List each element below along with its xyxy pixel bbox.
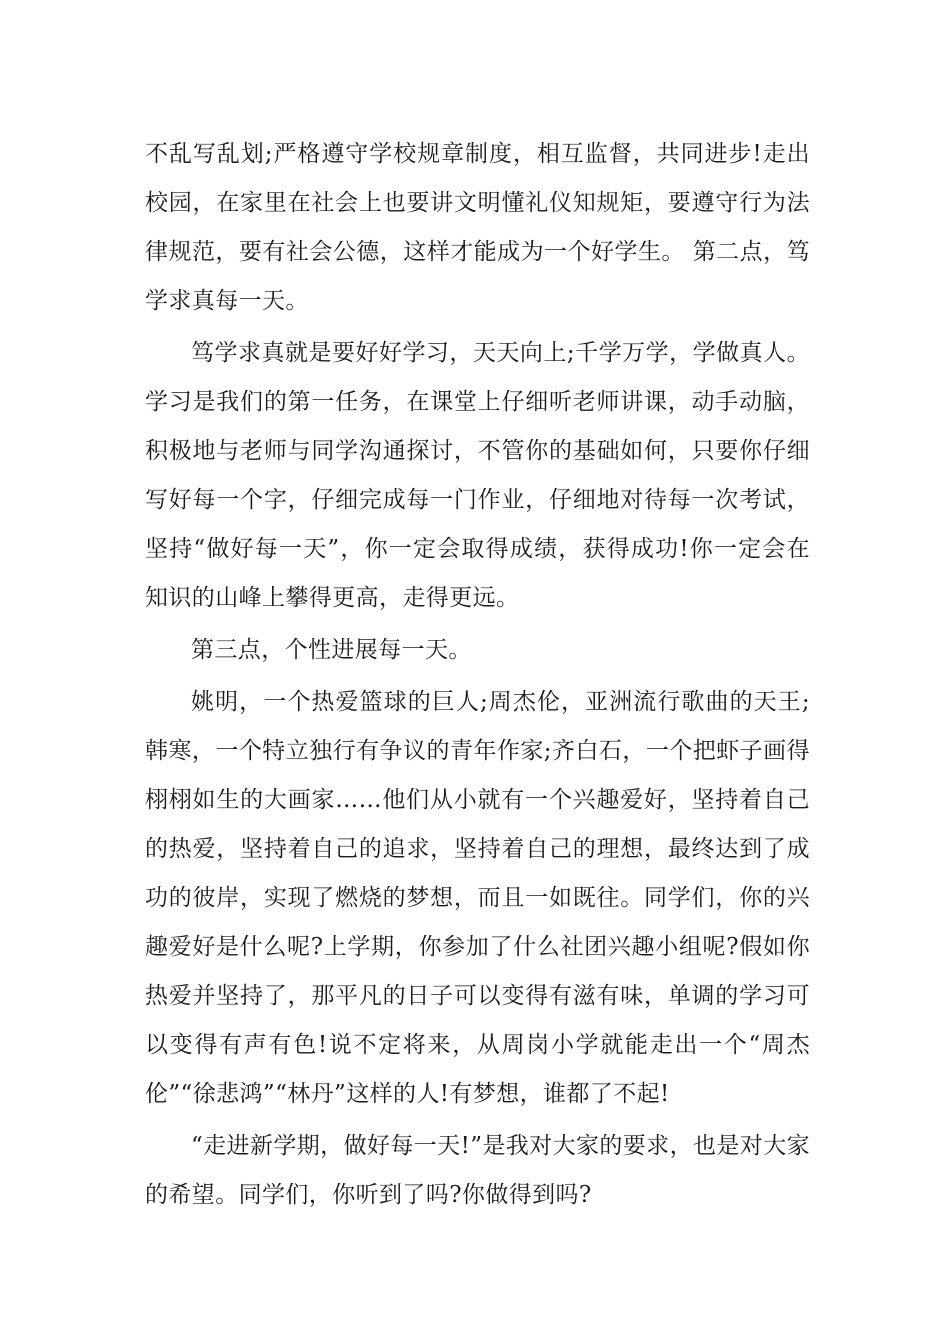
- paragraph-4: 姚明，一个热爱篮球的巨人;周杰伦，亚洲流行歌曲的天王;韩寒，一个特立独行有争议的青年作家;齐白石，一个把虾子画得栩栩如生的大画家……他们从小就有一个兴趣爱好，坚持着自己的热爱，坚持着自己的追求，坚持着自己的理想，最终达到了成功的彼岸，实现了燃烧的梦想，而且一如既往。同学们，你的兴趣爱好是什么呢?上学期，你参加了什么社团兴趣小组呢?假如你热爱并坚持了，那平凡的日子可以变得有滋有味，单调的学习可以变得有声有色!说不定将来，从周岗小学就能走出一个“周杰伦”“徐悲鸿”“林丹”这样的人!有梦想，谁都了不起!: [145, 689, 810, 1107]
- paragraph-3: 第三点，个性进展每一天。: [191, 637, 472, 663]
- paragraph-5: “走进新学期，做好每一天!”是我对大家的要求，也是对大家的希望。同学们，你听到了吗?你做得到吗?: [145, 1133, 810, 1208]
- paragraph-2: 笃学求真就是要好好学习，天天向上;千学万学，学做真人。学习是我们的第一任务，在课堂上仔细听老师讲课，动手动脑，积极地与老师与同学沟通探讨，不管你的基础如何，只要你仔细写好每一个字，仔细完成每一门作业，仔细地对待每一次考试，坚持“做好每一天”，你一定会取得成绩，获得成功!你一定会在知识的山峰上攀得更高，走得更远。: [145, 340, 810, 611]
- paragraph-1: 不乱写乱划;严格遵守学校规章制度，相互监督，共同进步!走出校园，在家里在社会上也要讲文明懂礼仪知规矩，要遵守行为法律规范，要有社会公德，这样才能成为一个好学生。 第二点，笃学求真每一天。: [145, 141, 810, 314]
- document-body: [145, 130, 810, 1220]
